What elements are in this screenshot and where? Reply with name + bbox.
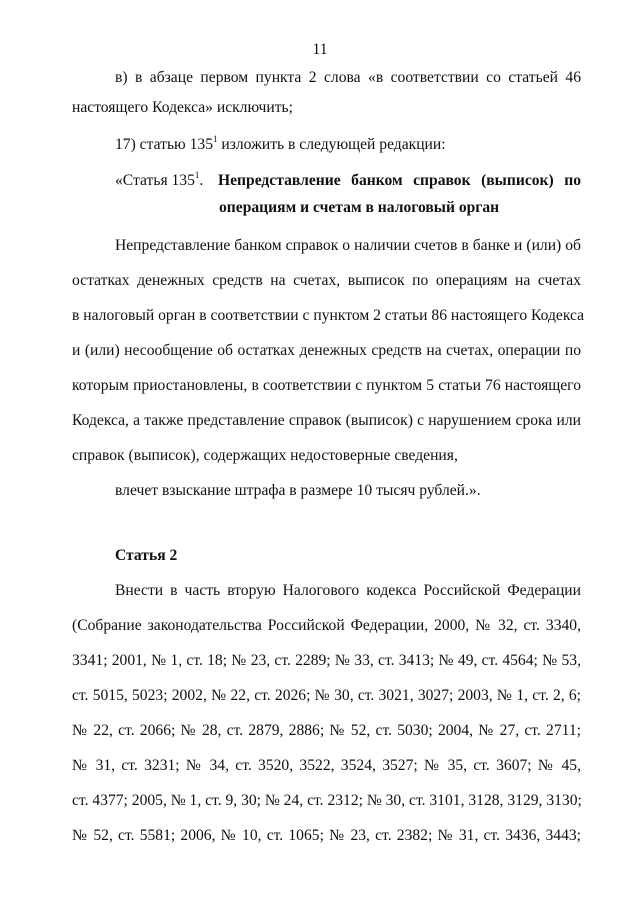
article-title-line1: [115, 171, 581, 191]
article-superscript: 1: [194, 169, 200, 180]
body-line: справок (выписок), содержащих недостоверные сведения,: [72, 447, 458, 464]
article-title-text-line1: Непредставление банком справок (выписок) по: [218, 172, 581, 189]
body-line: остатках денежных средств на счетах, выписок по операциям на счетах: [72, 272, 581, 289]
article-2-line: (Собрание законодательства Российской Федерации, 2000, № 32, ст. 3340,: [72, 617, 581, 634]
penalty-line: влечет взыскание штрафа в размере 10 тысяч рублей.».: [115, 482, 481, 499]
article-2-heading: Статья 2: [115, 547, 178, 564]
body-line: и (или) несообщение об остатках денежных средств на счетах, операции по: [72, 342, 581, 359]
article-2-line: ст. 5015, 5023; 2002, № 22, ст. 2026; № 30, ст. 3021, 3027; 2003, № 1, ст. 2, 6;: [72, 687, 581, 704]
page-number: 11: [312, 41, 328, 58]
article-title-line2: операциям и счетам в налоговый орган: [219, 199, 500, 216]
body-line: Непредставление банком справок о наличии счетов в банке и (или) об: [115, 237, 581, 254]
item-17: [115, 135, 446, 155]
article-label-dot: .: [199, 172, 204, 189]
article-2-line: № 22, ст. 2066; № 28, ст. 2879, 2886; № 52, ст. 5030; 2004, № 27, ст. 2711;: [72, 722, 581, 739]
body-line: в налоговый орган в соответствии с пунктом 2 статьи 86 настоящего Кодекса: [72, 307, 585, 324]
paragraph-v-line2: настоящего Кодекса» исключить;: [72, 99, 293, 116]
paragraph-v-line1: в) в абзаце первом пункта 2 слова «в соответствии со статьей 46: [115, 69, 581, 86]
body-line: Кодекса, а также представление справок (выписок) с нарушением срока или: [72, 412, 581, 429]
article-2-line: № 52, ст. 5581; 2006, № 10, ст. 1065; № 23, ст. 2382; № 31, ст. 3436, 3443;: [72, 827, 581, 844]
item-17-prefix: 17) статью 135: [115, 136, 213, 153]
article-2-line: № 31, ст. 3231; № 34, ст. 3520, 3522, 3524, 3527; № 35, ст. 3607; № 45,: [72, 757, 581, 774]
body-line: которым приостановлены, в соответствии с пунктом 5 статьи 76 настоящего: [72, 377, 581, 394]
article-2-line: ст. 4377; 2005, № 1, ст. 9, 30; № 24, ст. 2312; № 30, ст. 3101, 3128, 3129, 3130;: [72, 792, 582, 809]
article-label: «Статья 135: [115, 172, 195, 189]
article-2-line: 3341; 2001, № 1, ст. 18; № 23, ст. 2289; № 33, ст. 3413; № 49, ст. 4564; № 53,: [72, 652, 581, 669]
item-17-superscript: 1: [213, 133, 218, 144]
article-2-line: Внести в часть вторую Налогового кодекса Российской Федерации: [115, 582, 581, 599]
item-17-suffix: изложить в следующей редакции:: [217, 136, 446, 153]
